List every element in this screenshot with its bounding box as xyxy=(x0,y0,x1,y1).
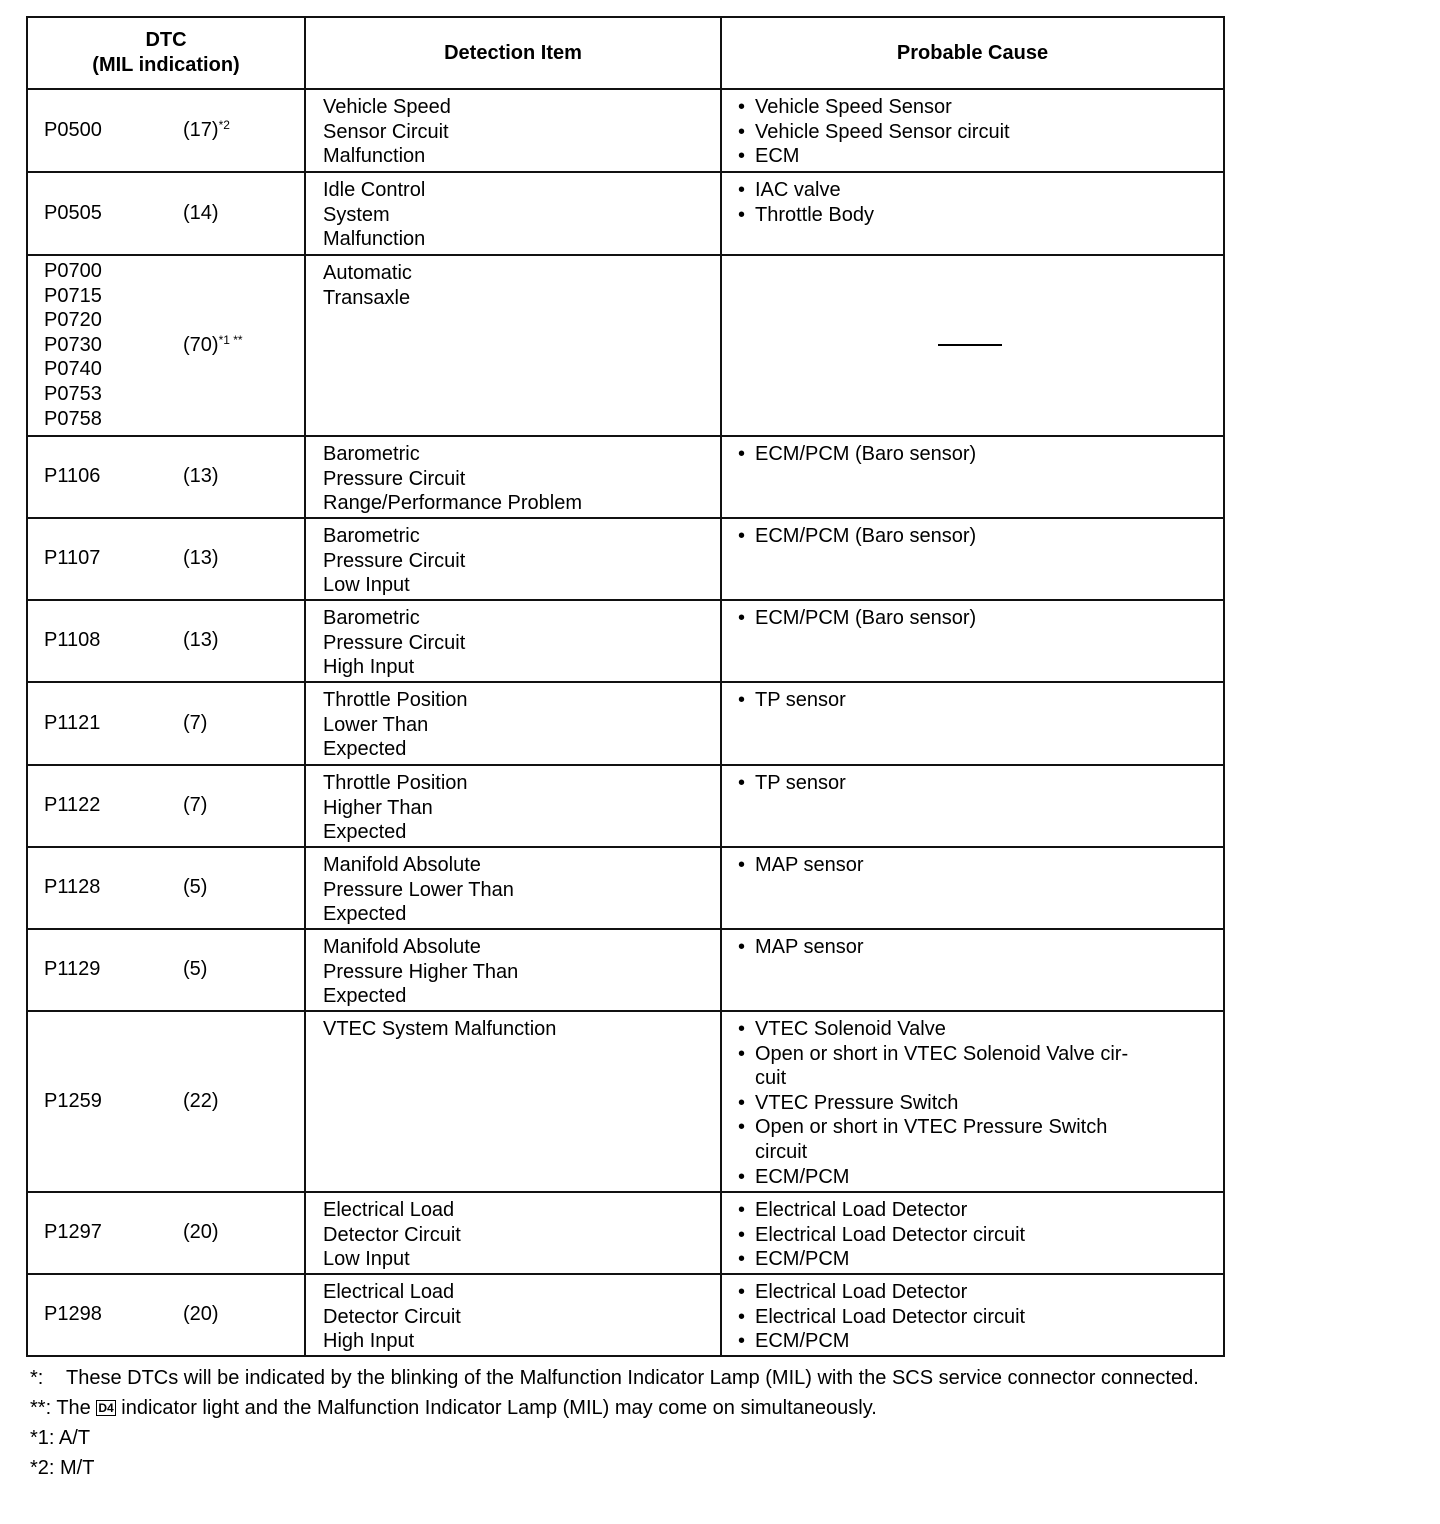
table-row xyxy=(27,172,1224,255)
mil-value: (13) xyxy=(183,629,219,651)
cause-cell xyxy=(721,929,1224,1011)
dtc-code: P0740 xyxy=(44,358,102,381)
cause-cell xyxy=(721,1192,1224,1274)
dtc-cell xyxy=(27,682,305,765)
mil-indication xyxy=(183,711,207,736)
footnote-text: The xyxy=(56,1397,91,1419)
mil-indication xyxy=(183,1220,219,1245)
detection-line: VTEC System Malfunction xyxy=(323,1018,557,1040)
detection-line: Range/Performance Problem xyxy=(323,492,583,515)
detection-cell xyxy=(305,682,721,765)
cause-cell xyxy=(721,682,1224,765)
cause-item: • Vehicle Speed Sensor circuit xyxy=(738,120,1223,145)
cause-cell xyxy=(721,255,1224,436)
cause-item: • TP sensor xyxy=(738,688,1223,713)
cause-item: • ECM/PCM xyxy=(738,1329,1223,1354)
dtc-cell xyxy=(27,172,305,255)
mil-indication xyxy=(183,957,207,982)
header-dtc-label: DTC xyxy=(145,29,187,52)
dtc-code: P1128 xyxy=(44,876,101,898)
mil-indication xyxy=(183,546,219,571)
detection-line: Lower Than xyxy=(323,713,429,736)
dtc-cell xyxy=(27,255,305,436)
detection-cell xyxy=(305,847,721,929)
footnote-ref: *2 xyxy=(218,118,230,132)
table-row xyxy=(27,1011,1224,1192)
dtc-cell xyxy=(27,929,305,1011)
cause-cell xyxy=(721,600,1224,682)
table-row xyxy=(27,600,1224,682)
table-row xyxy=(27,255,1224,436)
dtc-cell xyxy=(27,1192,305,1274)
dtc-cell xyxy=(27,1011,305,1192)
header-dtc xyxy=(27,17,305,89)
detection-line: Expected xyxy=(323,985,407,1008)
table-body xyxy=(27,89,1224,1356)
mil-indication xyxy=(183,875,207,900)
footnote-mark: **: xyxy=(30,1397,52,1419)
detection-line: System xyxy=(323,203,390,226)
dtc-code: P1298 xyxy=(44,1303,102,1325)
cause-item: • MAP sensor xyxy=(738,853,1223,878)
dtc-code: P1121 xyxy=(44,712,101,734)
mil-indication xyxy=(183,118,230,143)
dtc-cell xyxy=(27,89,305,172)
dtc-code: P0730 xyxy=(44,333,102,356)
detection-line: Idle Control xyxy=(323,179,426,201)
cause-cell xyxy=(721,765,1224,847)
detection-cell xyxy=(305,1274,721,1356)
cause-item: • Open or short in VTEC Solenoid Valve cir- cuit xyxy=(738,1042,1223,1091)
cause-cell xyxy=(721,847,1224,929)
detection-line: Barometric xyxy=(323,525,420,547)
detection-line: Barometric xyxy=(323,607,420,629)
mil-indication xyxy=(183,628,219,653)
table-row xyxy=(27,1192,1224,1274)
table-row xyxy=(27,436,1224,518)
detection-line: Expected xyxy=(323,903,407,926)
mil-indication xyxy=(183,793,207,818)
detection-cell xyxy=(305,518,721,600)
detection-line: Throttle Position xyxy=(323,772,468,794)
dtc-cell xyxy=(27,600,305,682)
cause-item: • ECM/PCM xyxy=(738,1247,1223,1272)
detection-line: Low Input xyxy=(323,574,410,597)
detection-cell xyxy=(305,1192,721,1274)
cause-cell xyxy=(721,1274,1224,1356)
dtc-code: P0758 xyxy=(44,407,102,430)
footnote-text: indicator light and the Malfunction Indicator Lamp (MIL) may come on simultaneously. xyxy=(121,1397,877,1419)
cause-cell xyxy=(721,436,1224,518)
footnote-star xyxy=(30,1363,1440,1393)
cause-item: • MAP sensor xyxy=(738,935,1223,960)
footnote-1: *1: A/T xyxy=(30,1427,91,1449)
table-row xyxy=(27,89,1224,172)
dtc-code: P0505 xyxy=(44,202,102,224)
table-row xyxy=(27,518,1224,600)
cause-item: • VTEC Solenoid Valve xyxy=(738,1017,1223,1042)
detection-line: Higher Than xyxy=(323,796,433,819)
cause-item: • Electrical Load Detector circuit xyxy=(738,1305,1223,1330)
dtc-table xyxy=(26,16,1225,1357)
dtc-code: P1122 xyxy=(44,794,101,816)
dtc-code: P0500 xyxy=(44,119,102,141)
detection-line: Pressure Circuit xyxy=(323,549,466,572)
detection-line: Barometric xyxy=(323,443,420,465)
detection-cell xyxy=(305,436,721,518)
dtc-code: P1107 xyxy=(44,547,101,569)
detection-line: Transaxle xyxy=(323,286,411,309)
no-cause-dash xyxy=(938,344,1002,346)
cause-cell xyxy=(721,1011,1224,1192)
detection-line: Electrical Load xyxy=(323,1199,455,1221)
detection-line: Detector Circuit xyxy=(323,1223,461,1246)
d4-indicator-icon: D4 xyxy=(98,1401,114,1415)
footnote-ref: *1 ** xyxy=(218,333,243,347)
dtc-code: P0753 xyxy=(44,382,102,405)
detection-cell xyxy=(305,600,721,682)
mil-value: (7) xyxy=(183,794,208,816)
detection-line: Throttle Position xyxy=(323,689,468,711)
header-detection: Detection Item xyxy=(305,17,721,89)
cause-item: • ECM xyxy=(738,144,1223,169)
detection-line: Manifold Absolute xyxy=(323,854,481,876)
table-row xyxy=(27,847,1224,929)
detection-cell xyxy=(305,172,721,255)
detection-line: Pressure Lower Than xyxy=(323,878,514,901)
footnote-mark: *: xyxy=(30,1367,44,1389)
footnote-double-star xyxy=(30,1393,1440,1423)
table-row xyxy=(27,765,1224,847)
dtc-code: P0715 xyxy=(44,284,102,307)
detection-cell xyxy=(305,929,721,1011)
mil-value: (5) xyxy=(183,958,208,980)
cause-cell xyxy=(721,172,1224,255)
detection-line: High Input xyxy=(323,1330,415,1353)
dtc-cell xyxy=(27,847,305,929)
mil-value: (20) xyxy=(183,1303,219,1325)
mil-indication xyxy=(183,464,219,489)
dtc-code: P1297 xyxy=(44,1221,102,1243)
table-row xyxy=(27,1274,1224,1356)
dtc-code: P1106 xyxy=(44,465,101,487)
mil-indication xyxy=(183,201,219,226)
footnote-text: These DTCs will be indicated by the blinking of the Malfunction Indicator Lamp (MIL) with the SCS service connector connected. xyxy=(66,1367,1199,1389)
header-mil-label: (MIL indication) xyxy=(92,54,240,76)
cause-item: • Electrical Load Detector circuit xyxy=(738,1223,1223,1248)
dtc-cell xyxy=(27,518,305,600)
mil-value: (5) xyxy=(183,876,208,898)
detection-line: Pressure Circuit xyxy=(323,467,466,490)
mil-value: (7) xyxy=(183,712,208,734)
table-header-row xyxy=(27,17,1224,89)
cause-item: • VTEC Pressure Switch xyxy=(738,1091,1223,1116)
detection-line: Pressure Higher Than xyxy=(323,960,519,983)
detection-cell xyxy=(305,89,721,172)
dtc-code: P1129 xyxy=(44,958,101,980)
detection-line: Electrical Load xyxy=(323,1281,455,1303)
mil-value: (70) xyxy=(183,334,219,356)
cause-cell xyxy=(721,89,1224,172)
mil-value: (20) xyxy=(183,1221,219,1243)
cause-item: • Open or short in VTEC Pressure Switch circuit xyxy=(738,1115,1223,1164)
detection-line: Expected xyxy=(323,738,407,761)
mil-value: (13) xyxy=(183,465,219,487)
mil-value: (13) xyxy=(183,547,219,569)
header-cause: Probable Cause xyxy=(721,17,1224,89)
detection-line: Malfunction xyxy=(323,228,426,251)
detection-line: Expected xyxy=(323,821,407,844)
table-row xyxy=(27,929,1224,1011)
cause-item: • Throttle Body xyxy=(738,203,1223,228)
detection-line: Sensor Circuit xyxy=(323,120,449,143)
detection-line: Malfunction xyxy=(323,145,426,168)
mil-indication xyxy=(183,1089,219,1114)
dtc-cell xyxy=(27,1274,305,1356)
footnote-2: *2: M/T xyxy=(30,1457,95,1479)
detection-line: Low Input xyxy=(323,1248,410,1271)
detection-line: High Input xyxy=(323,656,415,679)
dtc-code: P0700 xyxy=(44,260,102,282)
cause-item: • TP sensor xyxy=(738,771,1223,796)
cause-item: • ECM/PCM xyxy=(738,1165,1223,1190)
cause-item: • Electrical Load Detector xyxy=(738,1198,1223,1223)
cause-item: • Vehicle Speed Sensor xyxy=(738,95,1223,120)
mil-indication xyxy=(183,333,243,358)
footnotes xyxy=(30,1363,1440,1483)
dtc-cell xyxy=(27,436,305,518)
cause-item: • ECM/PCM (Baro sensor) xyxy=(738,606,1223,631)
mil-value: (17) xyxy=(183,119,219,141)
mil-value: (14) xyxy=(183,202,219,224)
detection-cell xyxy=(305,1011,721,1192)
detection-line: Manifold Absolute xyxy=(323,936,481,958)
detection-line: Automatic xyxy=(323,262,412,284)
dtc-code: P1108 xyxy=(44,629,101,651)
cause-item: • ECM/PCM (Baro sensor) xyxy=(738,524,1223,549)
detection-line: Pressure Circuit xyxy=(323,631,466,654)
cause-item: • ECM/PCM (Baro sensor) xyxy=(738,442,1223,467)
detection-line: Detector Circuit xyxy=(323,1305,461,1328)
detection-line: Vehicle Speed xyxy=(323,96,451,118)
cause-item: • IAC valve xyxy=(738,178,1223,203)
cause-item: • Electrical Load Detector xyxy=(738,1280,1223,1305)
detection-cell xyxy=(305,255,721,436)
table-row xyxy=(27,682,1224,765)
dtc-code: P0720 xyxy=(44,309,102,332)
dtc-code: P1259 xyxy=(44,1090,102,1112)
mil-indication xyxy=(183,1302,219,1327)
detection-cell xyxy=(305,765,721,847)
cause-cell xyxy=(721,518,1224,600)
dtc-cell xyxy=(27,765,305,847)
mil-value: (22) xyxy=(183,1090,219,1112)
